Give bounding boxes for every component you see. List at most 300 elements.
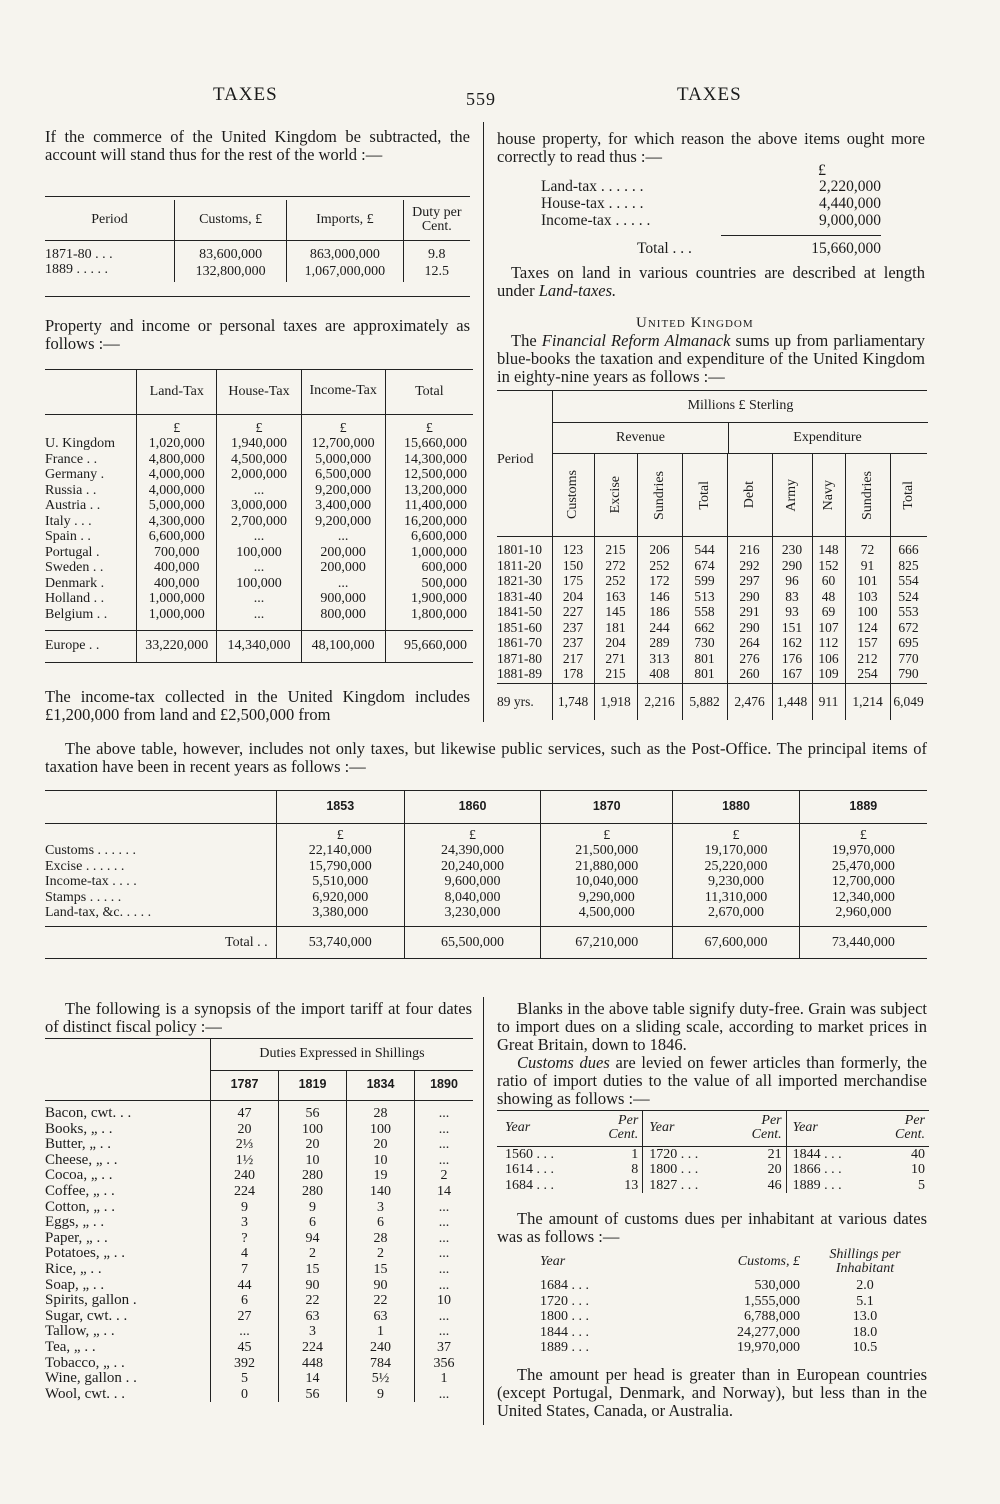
cell: 20 — [279, 1137, 347, 1153]
row-label: Income-tax . . . . — [45, 874, 276, 890]
cell: 204 — [605, 635, 626, 650]
cell: 15,790,000 — [276, 859, 404, 875]
cell: 3 — [347, 1200, 415, 1216]
cell: 9 — [279, 1200, 347, 1216]
cell: 12,500,000 — [404, 467, 467, 482]
cell: 1,020,000 — [137, 436, 217, 452]
cell: ... — [301, 576, 385, 592]
item-row — [541, 178, 881, 195]
spacer-cell — [137, 622, 217, 630]
unit-cell: £ — [541, 823, 673, 843]
cell: 10 — [347, 1153, 415, 1169]
cell: 9,200,000 — [301, 483, 385, 499]
cell: 801 — [694, 666, 715, 681]
unit-cell: £ — [137, 414, 217, 436]
cell: 2.0 — [856, 1278, 874, 1293]
cell: 297 — [739, 573, 760, 588]
rotated-label: Debt — [741, 481, 757, 509]
cell: 56 — [279, 1387, 347, 1403]
cell: 6,788,000 — [744, 1309, 800, 1324]
cell: 1,900,000 — [411, 591, 467, 606]
rotated-col-header — [637, 454, 683, 536]
cell: 1866 . . . — [792, 1162, 842, 1177]
cell: 72 — [860, 542, 875, 557]
cell: 216 — [739, 542, 760, 557]
cell: 530,000 — [754, 1278, 800, 1293]
cell: 181 — [605, 619, 626, 635]
table-row — [45, 1387, 473, 1403]
cross-reference-link[interactable]: Land-taxes. — [538, 281, 617, 300]
table-row — [45, 483, 473, 499]
unit-row — [45, 414, 473, 436]
cell: 20 — [211, 1122, 279, 1138]
table-row — [497, 694, 927, 710]
rule — [497, 683, 927, 684]
col-header-customs: Customs, £ — [737, 1254, 800, 1270]
cell: Sugar, cwt. . . — [45, 1309, 211, 1325]
cell: ? — [211, 1231, 279, 1247]
customs-ratio-table — [497, 1110, 929, 1193]
cell: 172 — [649, 573, 670, 588]
item-value: 9,000,000 — [819, 212, 881, 229]
cell: 56 — [279, 1106, 347, 1122]
cell: Cheese, „ . . — [45, 1153, 211, 1169]
cell: 252 — [605, 573, 626, 588]
tariff-table — [45, 1038, 473, 1402]
cell: ... — [438, 1324, 450, 1340]
cell: 2 — [347, 1246, 415, 1262]
year-header: 1880 — [673, 791, 799, 823]
cell: Spirits, gallon . — [45, 1293, 211, 1309]
table-row — [45, 1106, 473, 1122]
cell: 1,800,000 — [411, 606, 467, 622]
period-cell: 1821-30 — [497, 573, 542, 588]
cell: 175 — [562, 573, 584, 588]
cell: 1 — [440, 1371, 448, 1387]
cell: 558 — [694, 604, 715, 619]
cell: 3 — [279, 1324, 347, 1340]
cell: 12.5 — [424, 264, 450, 279]
total-cell: 33,220,000 — [137, 630, 217, 662]
property-tax-table — [45, 369, 473, 663]
cell: 825 — [898, 557, 919, 573]
cell: 1,000,000 — [137, 607, 217, 623]
revenue-expenditure-table — [497, 390, 927, 720]
cell: 109 — [818, 666, 839, 681]
table-row — [45, 498, 473, 514]
cell: 22 — [347, 1293, 415, 1309]
cell: 1800 . . . — [649, 1162, 699, 1177]
cell: 13.0 — [852, 1309, 878, 1324]
period-cell: 1871-80 — [497, 650, 542, 666]
cell: 1,214 — [852, 694, 883, 709]
cell: Butter, „ . . — [45, 1137, 211, 1153]
cell: 770 — [898, 650, 919, 666]
year-header: 1870 — [541, 791, 673, 823]
cell: 224 — [279, 1340, 347, 1356]
cell: 4,000,000 — [137, 483, 217, 499]
cell: 553 — [898, 604, 919, 619]
cell: 790 — [898, 666, 919, 681]
cell: 5.1 — [856, 1293, 874, 1309]
cell: 200,000 — [301, 560, 385, 576]
expenditure-header: Expenditure — [728, 423, 927, 454]
unit-row — [45, 823, 927, 843]
table-row — [45, 1200, 473, 1216]
sum-rule — [721, 235, 881, 236]
period-cell: 1881-89 — [497, 666, 542, 681]
blank-header — [45, 791, 276, 823]
cell: 1,940,000 — [217, 436, 301, 452]
table-row — [497, 573, 927, 589]
cell: Tea, „ . . — [45, 1340, 211, 1356]
column-line — [812, 536, 813, 720]
cell: 3,380,000 — [276, 905, 404, 921]
cell: 276 — [739, 650, 760, 666]
table-row — [45, 1356, 473, 1372]
table-row — [497, 635, 927, 651]
cell: 24,390,000 — [404, 843, 540, 859]
cell: 10 — [911, 1162, 925, 1177]
cell: Denmark . — [45, 576, 137, 592]
running-head-right: TAXES — [677, 84, 742, 105]
rotated-col-header — [594, 454, 638, 536]
cell: Eggs, „ . . — [45, 1215, 211, 1231]
table-row — [45, 560, 473, 576]
cell: Potatoes, „ . . — [45, 1246, 211, 1262]
period-cell: 1831-40 — [497, 588, 542, 604]
cell: 206 — [649, 542, 670, 557]
items-list — [541, 178, 881, 257]
cell: 9,200,000 — [301, 514, 385, 530]
rule — [497, 1110, 929, 1111]
cell: 124 — [857, 619, 878, 635]
cell: Portugal . — [45, 545, 137, 561]
cell: 1889 . . . — [540, 1340, 589, 1355]
cell: 100 — [279, 1122, 347, 1138]
cell: 19 — [347, 1168, 415, 1184]
table-row — [45, 514, 473, 530]
rule — [45, 369, 473, 370]
cell: 83 — [785, 588, 799, 604]
cell: 21 — [732, 1146, 787, 1162]
cell: Germany . — [45, 467, 137, 483]
cell: ... — [438, 1215, 450, 1231]
cell: 5 — [918, 1177, 925, 1193]
blank-cell — [45, 823, 276, 843]
cell: 784 — [347, 1356, 415, 1372]
cell: ... — [438, 1246, 450, 1262]
cell: Tallow, „ . . — [45, 1324, 211, 1340]
cell: 1560 . . . — [505, 1146, 554, 1162]
table-row — [497, 542, 927, 558]
cell: 244 — [649, 619, 670, 635]
table-row — [45, 905, 927, 921]
table-row — [45, 1168, 473, 1184]
cell: 12,700,000 — [301, 436, 385, 452]
cell: 313 — [649, 650, 670, 666]
left-intro-paragraph: If the commerce of the United Kingdom be subtracted, the account will stand thus for the rest of the world :— — [45, 127, 470, 164]
cell: 8,040,000 — [404, 890, 540, 906]
rotated-col-header — [682, 454, 728, 536]
cell: 48 — [821, 588, 836, 604]
period-header: Period — [497, 452, 534, 467]
cell: 6 — [347, 1215, 415, 1231]
cell: Russia . . — [45, 483, 137, 499]
right-intro-paragraph: house property, for which reason the above items ought more correctly to read thus :— — [497, 129, 925, 166]
cell: 9,600,000 — [404, 874, 540, 890]
cell: 800,000 — [301, 607, 385, 623]
table-row — [497, 666, 927, 682]
cell: 280 — [279, 1168, 347, 1184]
cell: 1684 . . . — [540, 1278, 589, 1293]
cell: 0 — [211, 1387, 279, 1403]
total-row — [541, 240, 881, 257]
cell: 151 — [781, 619, 803, 635]
rotated-col-header — [552, 454, 595, 536]
cell: 9 — [211, 1200, 279, 1216]
cell: 204 — [562, 588, 584, 604]
cell: 290 — [739, 588, 760, 604]
cell: ... — [217, 591, 301, 607]
left-intro2-paragraph: Property and income or personal taxes are approximately as follows :— — [45, 316, 470, 353]
cell: 103 — [857, 588, 878, 604]
taxation-items-table — [45, 790, 927, 959]
cell: 290 — [739, 619, 760, 635]
col-header-income-tax: Income-Tax — [301, 369, 385, 414]
blank-header — [45, 1038, 211, 1070]
year-header: 1889 — [849, 799, 878, 813]
cell: 1,448 — [776, 694, 808, 709]
cell: ... — [438, 1152, 450, 1168]
spacer-row — [45, 622, 473, 630]
cell: 27 — [211, 1309, 279, 1325]
cell: 4,800,000 — [137, 452, 217, 468]
cell: 28 — [347, 1231, 415, 1247]
cell: Belgium . . — [45, 607, 137, 623]
total-cell: 65,500,000 — [404, 927, 540, 959]
cell: 101 — [857, 573, 878, 588]
table-row — [45, 452, 473, 468]
cell: 1684 . . . — [505, 1177, 554, 1193]
table-row — [45, 859, 927, 875]
cell: 400,000 — [137, 576, 217, 592]
cell: 21,880,000 — [541, 859, 673, 875]
cell: 1 — [347, 1324, 415, 1340]
cell: 1889 . . . . . — [45, 262, 174, 282]
column-line — [727, 536, 728, 720]
cell: Wool, cwt. . . — [45, 1387, 211, 1403]
rule — [45, 1038, 473, 1039]
rule — [45, 296, 470, 297]
cell: 252 — [649, 557, 670, 573]
cell: 3,230,000 — [404, 905, 540, 921]
total-value: 15,660,000 — [811, 240, 881, 257]
cell: 1720 . . . — [540, 1293, 589, 1309]
rotated-label: Total — [696, 480, 712, 510]
cell: 1844 . . . — [540, 1324, 589, 1340]
unit-cell: £ — [217, 414, 301, 436]
cell: 6,600,000 — [137, 529, 217, 545]
col-header-imports: Imports, £ — [287, 200, 403, 240]
cell: 674 — [694, 557, 715, 573]
cell: 1,000,000 — [137, 591, 217, 607]
cell: 90 — [347, 1278, 415, 1294]
cell: ... — [438, 1308, 450, 1324]
cell: U. Kingdom — [45, 436, 137, 452]
rotated-column-headers — [552, 454, 927, 534]
rotated-col-header — [890, 454, 927, 536]
unit-cell: £ — [425, 420, 433, 436]
cell: 15,660,000 — [404, 436, 467, 451]
cell: 140 — [347, 1184, 415, 1200]
cell: 9.8 — [428, 246, 446, 262]
cell: 666 — [898, 542, 919, 557]
cell: 1,748 — [557, 694, 589, 709]
cell: 37 — [437, 1339, 451, 1355]
cell: 5,000,000 — [301, 452, 385, 468]
cell: ... — [438, 1106, 450, 1122]
cell: 100 — [347, 1122, 415, 1138]
cell: 46 — [732, 1178, 787, 1194]
blanks-paragraph: Blanks in the above table signify duty-free. Grain was subject to import dues on a sliding scale, according to market prices in Great Britain, down to 1846. — [497, 999, 927, 1054]
cell: 40 — [911, 1146, 925, 1162]
table-row — [45, 1293, 473, 1309]
cell: 13 — [588, 1178, 643, 1194]
spacer-cell — [385, 622, 473, 630]
col-header-year: Year — [792, 1120, 818, 1135]
table-row — [540, 1278, 920, 1294]
cell: 19,970,000 — [737, 1340, 800, 1355]
cell: 14 — [279, 1371, 347, 1387]
cell: 6 — [279, 1215, 347, 1231]
cell: 254 — [857, 666, 878, 681]
text: The — [511, 331, 542, 350]
cell: 25,470,000 — [831, 858, 895, 874]
col-header-total: Total — [415, 383, 444, 399]
cell: 112 — [818, 635, 839, 650]
cell: 9,290,000 — [541, 890, 673, 906]
total-row — [45, 630, 473, 662]
cell: 500,000 — [421, 575, 467, 591]
cell: ... — [211, 1324, 279, 1340]
col-header-customs: Customs, £ — [174, 200, 286, 240]
rotated-label: Sundries — [651, 470, 667, 520]
text: are levied on fewer articles than formerly, the ratio of import duties to the value of all imported merchandise showing as follows :— — [497, 1053, 927, 1108]
rotated-col-header — [845, 454, 891, 536]
cell: ... — [438, 1137, 450, 1153]
year-header: 1787 — [211, 1070, 279, 1100]
table-row — [497, 1178, 929, 1194]
cell: 9,230,000 — [673, 874, 799, 890]
cell: 19,970,000 — [831, 843, 895, 858]
rotated-col-header — [772, 454, 813, 536]
cell: 863,000,000 — [287, 240, 403, 262]
row-label: Stamps . . . . . — [45, 890, 276, 906]
cell: 2 — [279, 1246, 347, 1262]
period-cell: 1801-10 — [497, 542, 542, 557]
cell: 9 — [347, 1387, 415, 1403]
cell: 5,882 — [689, 694, 720, 709]
spacer-cell — [45, 622, 137, 630]
cell: ... — [438, 1121, 450, 1137]
cell: 45 — [211, 1340, 279, 1356]
millions-header: Millions £ Sterling — [552, 390, 928, 423]
cell: 1,918 — [600, 694, 631, 709]
section-heading: United Kingdom — [636, 315, 754, 331]
cell: 392 — [211, 1356, 279, 1372]
cell: Rice, „ . . — [45, 1262, 211, 1278]
col-header-period: Period — [45, 200, 174, 240]
per-inhabitant-intro: The amount of customs dues per inhabitant at various dates was as follows :— — [497, 1209, 927, 1246]
cell: 1720 . . . — [649, 1146, 699, 1162]
cell: 14,300,000 — [404, 451, 467, 467]
table-row — [45, 529, 473, 545]
cell: 260 — [739, 666, 760, 681]
period-cell: 1851-60 — [497, 619, 542, 635]
table-row — [45, 467, 473, 483]
period-cell: 1861-70 — [497, 635, 542, 650]
cell: 513 — [694, 588, 715, 604]
cell: 224 — [211, 1184, 279, 1200]
cell: 20 — [347, 1137, 415, 1153]
table-row — [540, 1309, 920, 1325]
cell: 215 — [605, 542, 626, 557]
cell: 8 — [588, 1162, 643, 1178]
table-row — [45, 1278, 473, 1294]
cell: Wine, gallon . . — [45, 1371, 211, 1387]
table-row — [45, 843, 927, 859]
spacer-cell — [217, 622, 301, 630]
unit-cell — [45, 414, 137, 436]
cell: 5,000,000 — [137, 498, 217, 514]
table-row — [45, 1184, 473, 1200]
cell: 28 — [347, 1106, 415, 1122]
column-line — [890, 536, 891, 720]
closing-paragraph: The amount per head is greater than in European countries (except Portugal, Denmark, and Norway), but less than in the United States, Canada, or Australia. — [497, 1365, 927, 1420]
cell: ... — [438, 1230, 450, 1246]
table-row — [540, 1325, 920, 1341]
cell: 448 — [279, 1356, 347, 1372]
cell: 19,170,000 — [673, 843, 799, 859]
cell: ... — [438, 1386, 450, 1402]
table-row — [497, 1146, 929, 1162]
column-line — [845, 536, 846, 720]
cell: Books, „ . . — [45, 1122, 211, 1138]
col-header-duty: Duty per Cent. — [412, 204, 462, 234]
year-header: 1834 — [347, 1070, 415, 1100]
page-number: 559 — [466, 89, 496, 109]
cell: 10.5 — [852, 1340, 878, 1355]
rotated-label: Army — [784, 478, 799, 512]
cell: 237 — [562, 619, 584, 635]
total-cell: 67,600,000 — [673, 927, 799, 959]
cell: 408 — [649, 666, 670, 681]
cell: 544 — [694, 542, 715, 557]
cell: 400,000 — [137, 560, 217, 576]
table-row — [45, 1371, 473, 1387]
cell: 22 — [279, 1293, 347, 1309]
cell: Sweden . . — [45, 560, 137, 576]
cell: 157 — [857, 635, 878, 650]
cell: 6,049 — [893, 694, 924, 709]
cell: 25,220,000 — [673, 859, 799, 875]
col-header-shillings: Shillings per Inhabitant — [829, 1247, 901, 1276]
cell: 150 — [562, 557, 584, 573]
cell: ... — [438, 1199, 450, 1215]
cell: ... — [217, 560, 301, 576]
cell: 91 — [860, 557, 875, 573]
